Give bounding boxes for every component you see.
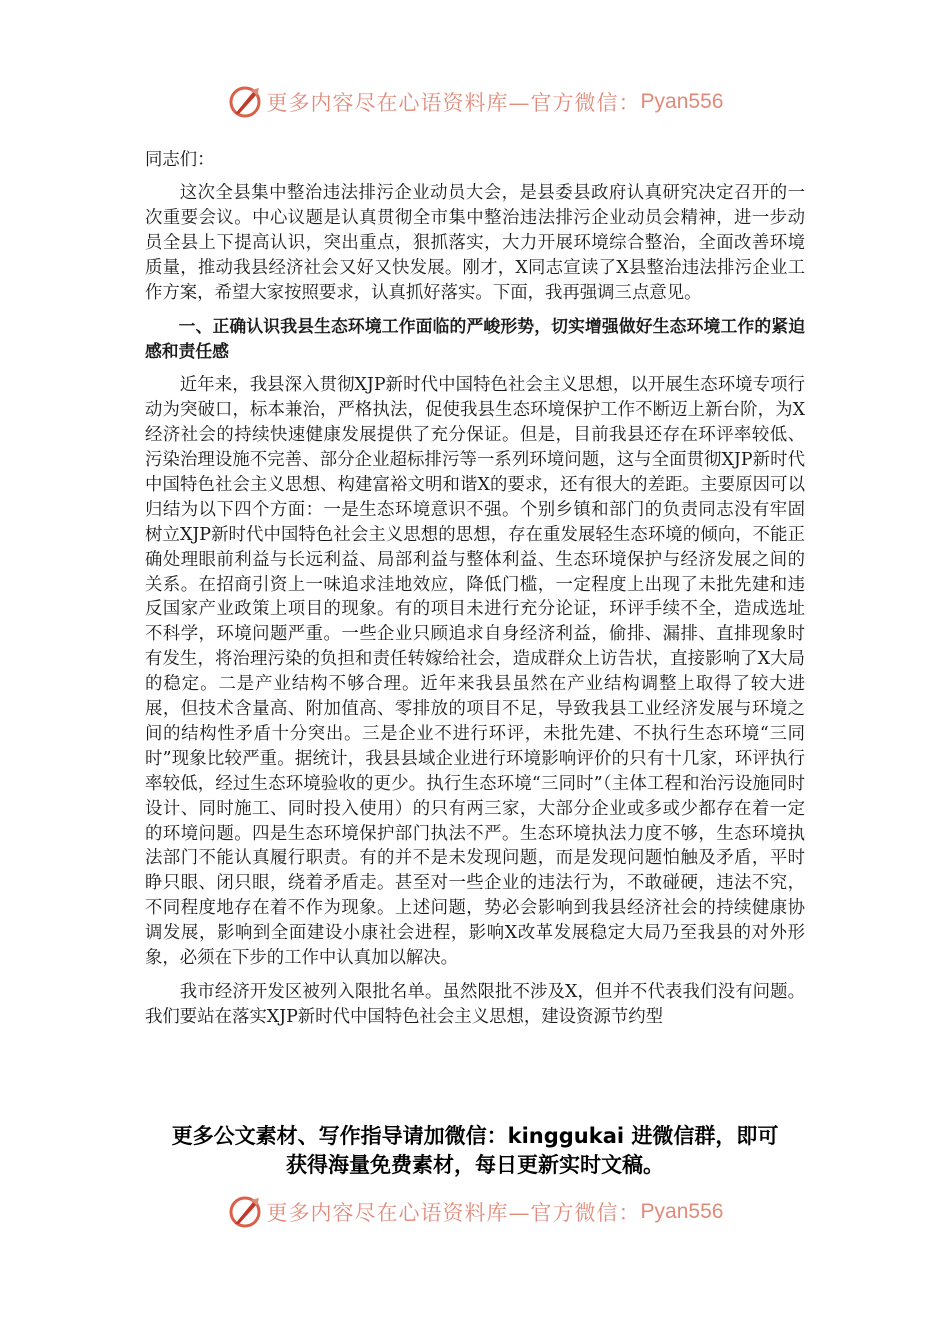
footer-banner-wechat: Pyan556 bbox=[640, 1200, 724, 1223]
promo-line-1: 更多公文素材、写作指导请加微信：kinggukai 进微信群，即可 bbox=[171, 1124, 779, 1148]
intro-paragraph: 这次全县集中整治违法排污企业动员大会，是县委县政府认真研究决定召开的一次重要会议。中心议题是认真贯彻全市集中整治违法排污企业动员会精神，进一步动员全县上下提高认识，突出重点，狠抓落实，大力开展环境综合整治，全面改善环境质量，推动我县经济社会又好又快发展。刚才，X同志宣读了X县整治违法排污企业工作方案，希望大家按照要求，认真抓好落实。下面，我再强调三点意见。 bbox=[145, 182, 805, 303]
body-paragraph: 近年来，我县深入贯彻XJP新时代中国特色社会主义思想，以开展生态环境专项行动为突破口，标本兼治，严格执法，促使我县生态环境保护工作不断迈上新台阶，为X经济社会的持续快速健康发展提供了充分保证。但是，目前我县还存在环评率较低、污染治理设施不完善、部分企业超标排污等一系列环境问题，这与全面贯彻XJP新时代中国特色社会主义思想、构建富裕文明和谐X的要求，还有很大的差距。主要原因可以归结为以下四个方面：一是生态环境意识不强。个别乡镇和部门的负责同志没有牢固树立XJP新时代中国特色社会主义思想的思想，存在重发展轻生态环境的倾向，不能正确处理眼前利益与长远利益、局部利益与整体利益、生态环境保护与经济发展之间的关系。在招商引资上一味追求洼地效应，降低门槛，一定程度上出现了未批先建和违反国家产业政策上项目的现象。有的项目未进行充分论证，环评手续不全，造成选址不科学，环境问题严重。一些企业只顾追求自身经济利益，偷排、漏排、直排现象时有发生，将治理污染的负担和责任转嫁给社会，造成群众上访告状，直接影响了X大局的稳定。二是产业结构不够合理。近年来我县虽然在产业结构调整上取得了较大进展，但技术含量高、附加值高、零排放的项目不足，导致我县工业经济发展与环境之间的结构性矛盾十分突出。三是企业不进行环评，未批先建、不执行生态环境“三同时”现象比较严重。据统计，我县县域企业进行环境影响评价的只有十几家，环评执行率较低，经过生态环境验收的更少。执行生态环境“三同时”（主体工程和治污设施同时设计、同时施工、同时投入使用）的只有两三家，大部分企业或多或少都存在着一定的环境问题。四是生态环境保护部门执法不严。生态环境执法力度不够，生态环境执法部门不能认真履行职责。有的并不是未发现问题，而是发现问题怕触及矛盾，平时睁只眼、闭只眼，绕着矛盾走。甚至对一些企业的违法行为，不敢碰硬，违法不究，不同程度地存在着不作为现象。上述问题，势必会影响到我县经济社会的持续健康协调发展，影响到全面建设小康社会进程，影响X改革发展稳定大局乃至我县的对外形象，必须在下步的工作中认真加以解决。 bbox=[145, 375, 805, 969]
salutation: 同志们： bbox=[145, 150, 215, 170]
footer-banner bbox=[0, 1192, 950, 1232]
section-heading: 一、正确认识我县生态环境工作面临的严峻形势，切实增强做好生态环境工作的紧迫感和责任感 bbox=[145, 316, 805, 362]
header-banner-text: 更多内容尽在心语资料库—官方微信： bbox=[266, 91, 641, 115]
footer-banner-text: 更多内容尽在心语资料库—官方微信： bbox=[266, 1201, 641, 1225]
promo-notice bbox=[0, 1122, 950, 1180]
promo-line-2: 获得海量免费素材，每日更新实时文稿。 bbox=[286, 1153, 664, 1177]
body-paragraph: 我市经济开发区被列入限批名单。虽然限批不涉及X，但并不代表我们没有问题。我们要站在落实XJP新时代中国特色社会主义思想，建设资源节约型 bbox=[145, 982, 805, 1027]
header-banner bbox=[0, 82, 950, 122]
quill-logo-icon bbox=[227, 1194, 263, 1230]
header-banner-wechat: Pyan556 bbox=[640, 90, 724, 113]
quill-logo-icon bbox=[227, 84, 263, 120]
document-body bbox=[145, 148, 805, 1039]
